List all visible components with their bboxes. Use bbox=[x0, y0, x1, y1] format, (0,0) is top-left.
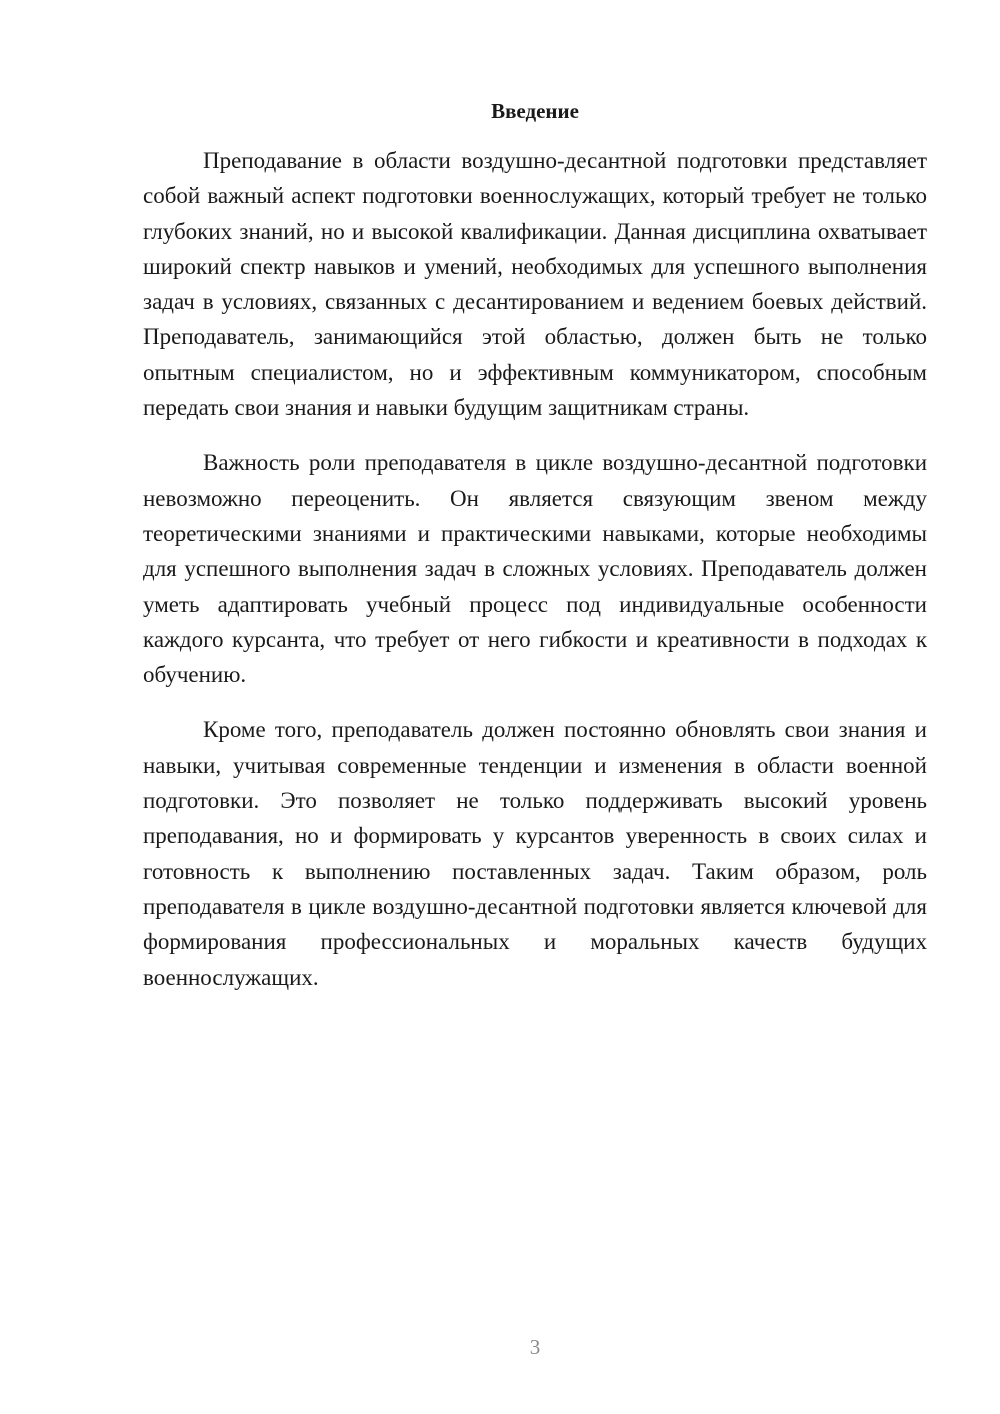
document-body bbox=[143, 143, 927, 1015]
paragraph-3: Кроме того, преподаватель должен постоянно обновлять свои знания и навыки, учитывая современные тенденции и изменения в области военной подготовки. Это позволяет не только поддерживать высокий уровень преподавания, но и формировать у курсантов уверенность в своих силах и готовность к выполнению поставленных задач. Таким образом, роль преподавателя в цикле воздушно-десантной подготовки является ключевой для формирования профессиональных и моральных качеств будущих военнослужащих. bbox=[143, 717, 927, 990]
section-title: Введение bbox=[491, 99, 579, 123]
paragraph-1: Преподавание в области воздушно-десантной подготовки представляет собой важный аспект подготовки военнослужащих, который требует не только глубоких знаний, но и высокой квалификации. Данная дисциплина охватывает широкий спектр навыков и умений, необходимых для успешного выполнения задач в условиях, связанных с десантированием и ведением боевых действий. Преподаватель, занимающийся этой областью, должен быть не только опытным специалистом, но и эффективным коммуникатором, способным передать свои знания и навыки будущим защитникам страны. bbox=[143, 148, 927, 421]
paragraph-2: Важность роли преподавателя в цикле воздушно-десантной подготовки невозможно переоценить. Он является связующим звеном между теоретическими знаниями и практическими навыками, которые необходимы для успешного выполнения задач в сложных условиях. Преподаватель должен уметь адаптировать учебный процесс под индивидуальные особенности каждого курсанта, что требует от него гибкости и креативности в подходах к обучению. bbox=[143, 450, 927, 688]
page-number: 3 bbox=[529, 1335, 541, 1359]
